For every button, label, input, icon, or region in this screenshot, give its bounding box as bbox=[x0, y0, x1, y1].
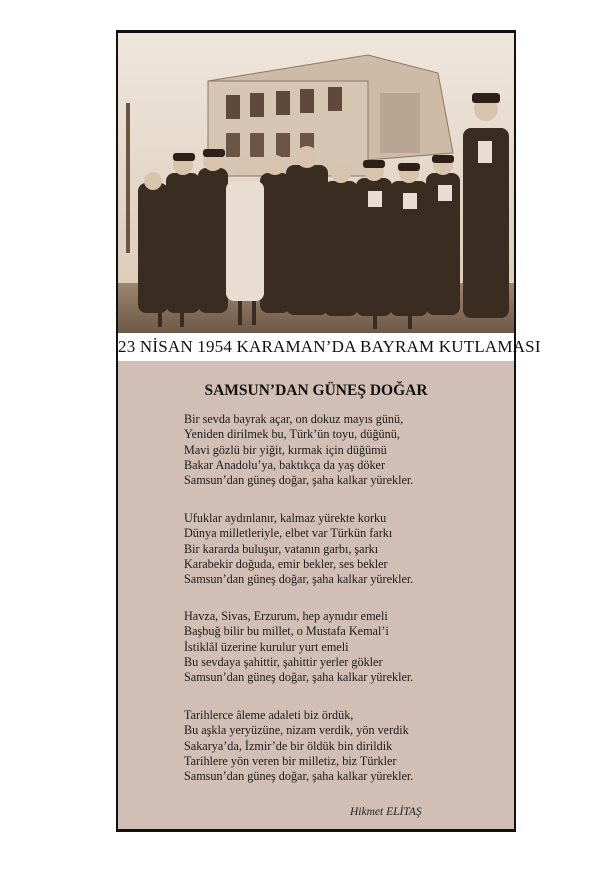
poem-line: Ufuklar aydınlanır, kalmaz yürekte korku bbox=[184, 511, 387, 525]
stanza-2 bbox=[184, 511, 413, 587]
photo-caption: 23 NİSAN 1954 KARAMAN’DA BAYRAM KUTLAMASI bbox=[118, 333, 514, 361]
poem-line: İstiklâl üzerine kurulur yurt emeli bbox=[184, 639, 349, 654]
poem-title: SAMSUN’DAN GÜNEŞ DOĞAR bbox=[204, 382, 428, 399]
poem-line: Dünya milletleriyle, elbet var Türkün farkı bbox=[184, 526, 393, 541]
poem-line: Samsun’dan güneş doğar, şaha kalkar yürekler. bbox=[184, 670, 414, 685]
poem-line: Bir sevda bayrak açar, on dokuz mayıs günü, bbox=[184, 412, 404, 426]
stanza-4 bbox=[184, 708, 413, 784]
poem-line: Bu sevdaya şahittir, şahittir yerler gökler bbox=[184, 654, 383, 669]
poem-line: Havza, Sivas, Erzurum, hep aynıdır emeli bbox=[184, 609, 388, 623]
poem-line: Tarihlere yön veren bir milletiz, biz Türkler bbox=[184, 753, 397, 768]
poem-line: Bir kararda buluşur, vatanın garbı, şarkı bbox=[184, 541, 379, 556]
stanza-1 bbox=[184, 412, 413, 488]
poem-line: Mavi gözlü bir yiğit, kırmak için düğümü bbox=[184, 442, 387, 457]
poem-author: Hikmet ELİTAŞ bbox=[350, 806, 422, 818]
historic-photo bbox=[118, 33, 514, 333]
poem-line: Yeniden dirilmek bu, Türk’ün toyu, düğünü, bbox=[184, 427, 400, 442]
poem-line: Tarihlerce âleme adaleti biz ördük, bbox=[184, 708, 354, 722]
poem-line: Sakarya’da, İzmir’de bir öldük bin dirildik bbox=[184, 738, 393, 753]
poem-line: Bakar Anadolu’ya, baktıkça da yaş döker bbox=[184, 457, 386, 472]
poem-line: Karabekir doğuda, emir bekler, ses bekler bbox=[184, 556, 388, 571]
photo-illustration bbox=[118, 33, 514, 333]
poem-line: Samsun’dan güneş doğar, şaha kalkar yürekler. bbox=[184, 572, 414, 587]
poem-line: Bu aşkla yeryüzüne, nizam verdik, yön verdik bbox=[184, 723, 409, 738]
poem-line: Başbuğ bilir bu millet, o Mustafa Kemal’i bbox=[184, 624, 389, 639]
poem-line: Samsun’dan güneş doğar, şaha kalkar yürekler. bbox=[184, 473, 414, 488]
poem-line: Samsun’dan güneş doğar, şaha kalkar yürekler. bbox=[184, 769, 414, 784]
stanza-3 bbox=[184, 609, 413, 685]
